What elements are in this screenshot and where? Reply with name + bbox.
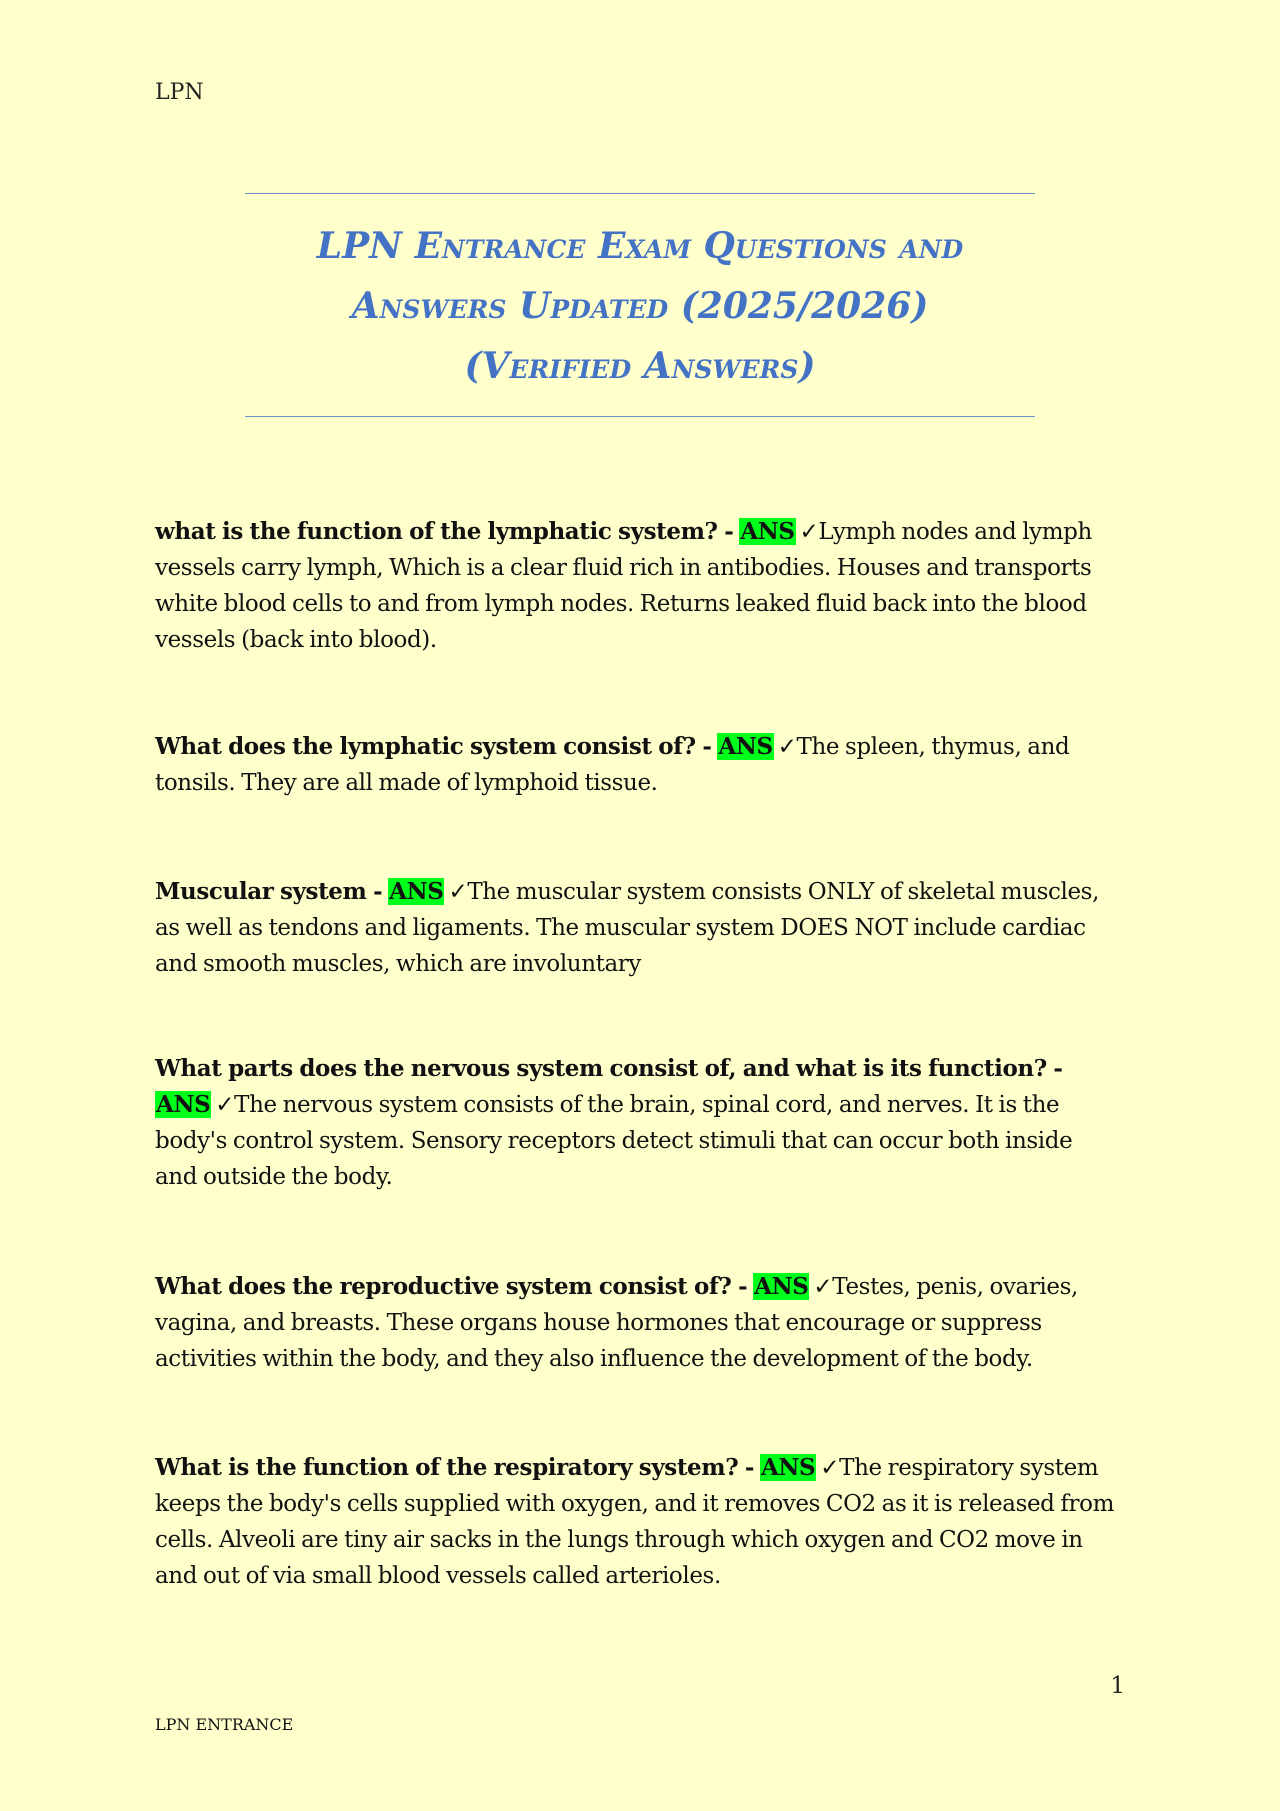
answer-text: The spleen, thymus, and tonsils. They are all made of lymphoid tissue. bbox=[155, 734, 1070, 796]
title-bottom-rule bbox=[245, 416, 1035, 417]
question-text: Muscular system - bbox=[155, 878, 383, 905]
check-mark-icon: ✓ bbox=[215, 1092, 235, 1118]
title-top-rule bbox=[245, 193, 1035, 194]
check-mark-icon: ✓ bbox=[777, 734, 797, 760]
check-mark-icon: ✓ bbox=[820, 1455, 840, 1481]
qa-item-respiratory-system bbox=[155, 1450, 1115, 1594]
title-line-3: (Verified Answers) bbox=[464, 345, 816, 387]
check-mark-icon: ✓ bbox=[799, 519, 819, 545]
page-number: 1 bbox=[1110, 1673, 1125, 1699]
ans-badge: ANS bbox=[760, 1454, 816, 1481]
check-mark-icon: ✓ bbox=[448, 879, 468, 905]
qa-item-lymphatic-consist bbox=[155, 729, 1115, 801]
ans-badge: ANS bbox=[740, 518, 795, 545]
page-header: LPN bbox=[155, 80, 204, 105]
question-text: What parts does the nervous system consist of, and what is its function? - bbox=[155, 1055, 1063, 1082]
ans-badge: ANS bbox=[754, 1273, 809, 1300]
question-text: What does the reproductive system consist of? - bbox=[155, 1273, 748, 1300]
ans-badge: ANS bbox=[389, 878, 444, 905]
question-text: what is the function of the lymphatic system? - bbox=[155, 518, 734, 545]
ans-badge: ANS bbox=[718, 733, 773, 760]
title-line-2: Answers Updated (2025/2026) bbox=[351, 285, 929, 327]
qa-item-nervous-system bbox=[155, 1051, 1115, 1195]
answer-text: The nervous system consists of the brain, spinal cord, and nerves. It is the body's control system. Sensory receptors detect stimuli that can occur both inside and outside the body. bbox=[155, 1092, 1073, 1190]
answer-text: Testes, penis, ovaries, vagina, and breasts. These organs house hormones that encourage or suppress activities within the body, and they also influence the development of the body. bbox=[155, 1274, 1078, 1372]
answer-text: The muscular system consists ONLY of skeletal muscles, as well as tendons and ligaments. The muscular system DOES NOT include cardiac and smooth muscles, which are involuntary bbox=[155, 879, 1099, 977]
question-text: What is the function of the respiratory system? - bbox=[155, 1454, 755, 1481]
qa-item-reproductive-system bbox=[155, 1269, 1115, 1377]
question-text: What does the lymphatic system consist of? - bbox=[155, 733, 712, 760]
ans-badge: ANS bbox=[156, 1091, 211, 1118]
check-mark-icon: ✓ bbox=[813, 1274, 833, 1300]
qa-item-lymphatic-function bbox=[155, 514, 1115, 658]
answer-text: The respiratory system keeps the body's cells supplied with oxygen, and it removes CO2 as it is released from cells. Alveoli are tiny air sacks in the lungs through which oxygen and CO2 move in and out of via small blood vessels called arterioles. bbox=[155, 1455, 1114, 1589]
document-title bbox=[245, 216, 1035, 396]
title-line-1: LPN Entrance Exam Questions and bbox=[316, 225, 964, 267]
qa-item-muscular-system bbox=[155, 874, 1115, 982]
answer-text: Lymph nodes and lymph vessels carry lymph, Which is a clear fluid rich in antibodies. Houses and transports white blood cells to and from lymph nodes. Returns leaked fluid back into the blood vessels (back into blood). bbox=[155, 519, 1092, 653]
page-footer: LPN ENTRANCE bbox=[155, 1715, 294, 1734]
